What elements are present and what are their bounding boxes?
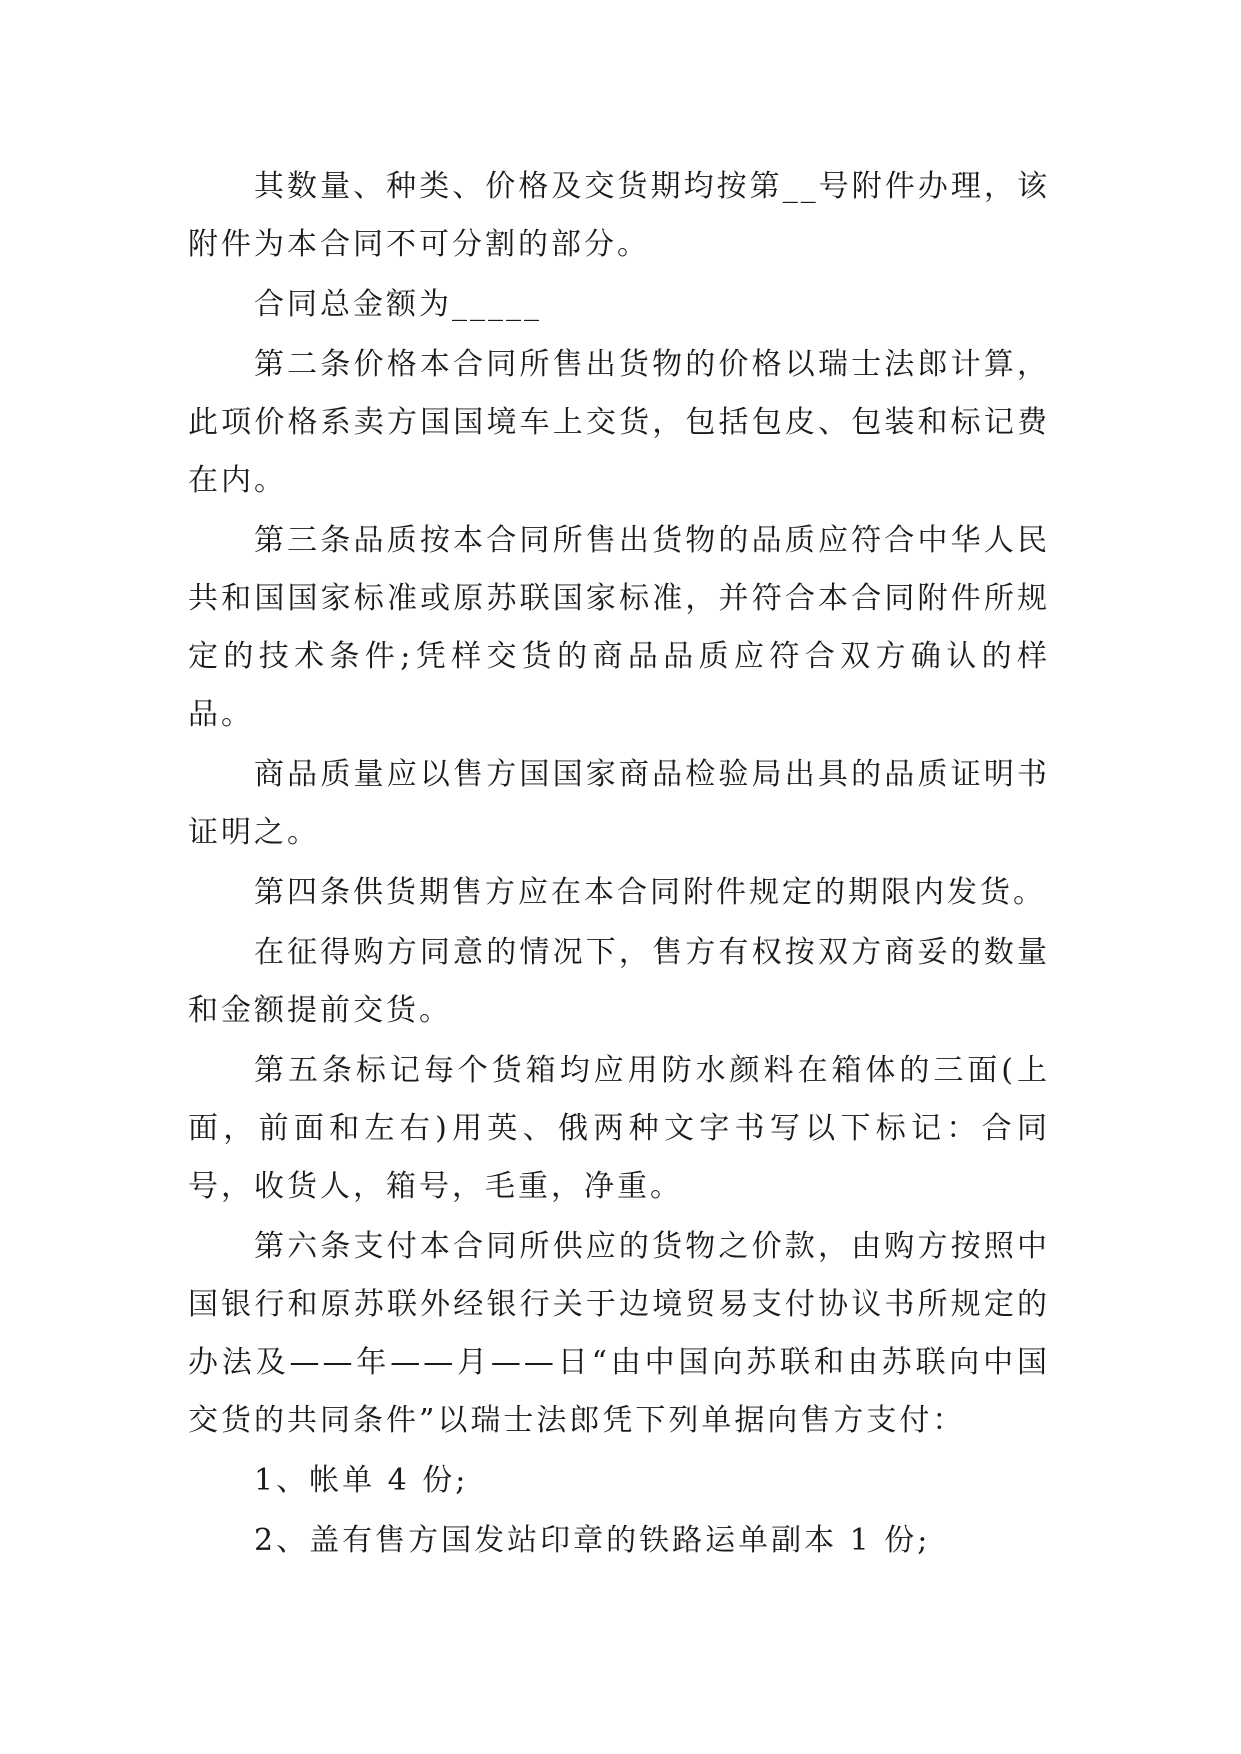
paragraph-article-3-quality: 第三条品质按本合同所售出货物的品质应符合中华人民共和国国家标准或原苏联国家标准，并符合本合同附件所规定的技术条件;凭样交货的商品品质应符合双方确认的样品。 bbox=[188, 523, 1050, 732]
document-body bbox=[188, 158, 1050, 1572]
paragraph-total-amount: 合同总金额为_____ bbox=[254, 287, 542, 322]
list-item-waybill: 2、盖有售方国发站印章的铁路运单副本 1 份; bbox=[254, 1523, 931, 1558]
paragraph-article-2-price: 第二条价格本合同所售出货物的价格以瑞士法郎计算，此项价格系卖方国国境车上交货，包括包皮、包装和标记费在内。 bbox=[188, 347, 1050, 498]
paragraph-quantity-terms: 其数量、种类、价格及交货期均按第__号附件办理，该附件为本合同不可分割的部分。 bbox=[188, 169, 1050, 262]
paragraph-early-delivery: 在征得购方同意的情况下，售方有权按双方商妥的数量和金额提前交货。 bbox=[188, 935, 1050, 1028]
list-item-invoice: 1、帐单 4 份; bbox=[254, 1463, 469, 1498]
paragraph-article-5-marking: 第五条标记每个货箱均应用防水颜料在箱体的三面(上面，前面和左右)用英、俄两种文字书写以下标记：合同号，收货人，箱号，毛重，净重。 bbox=[188, 1053, 1050, 1204]
paragraph-article-4-delivery: 第四条供货期售方应在本合同附件规定的期限内发货。 bbox=[254, 875, 1046, 910]
paragraph-article-6-payment: 第六条支付本合同所供应的货物之价款，由购方按照中国银行和原苏联外经银行关于边境贸易支付协议书所规定的办法及——年——月——日“由中国向苏联和由苏联向中国交货的共同条件”以瑞士法郎凭下列单据向售方支付： bbox=[188, 1229, 1050, 1438]
paragraph-quality-certificate: 商品质量应以售方国国家商品检验局出具的品质证明书证明之。 bbox=[188, 757, 1050, 850]
